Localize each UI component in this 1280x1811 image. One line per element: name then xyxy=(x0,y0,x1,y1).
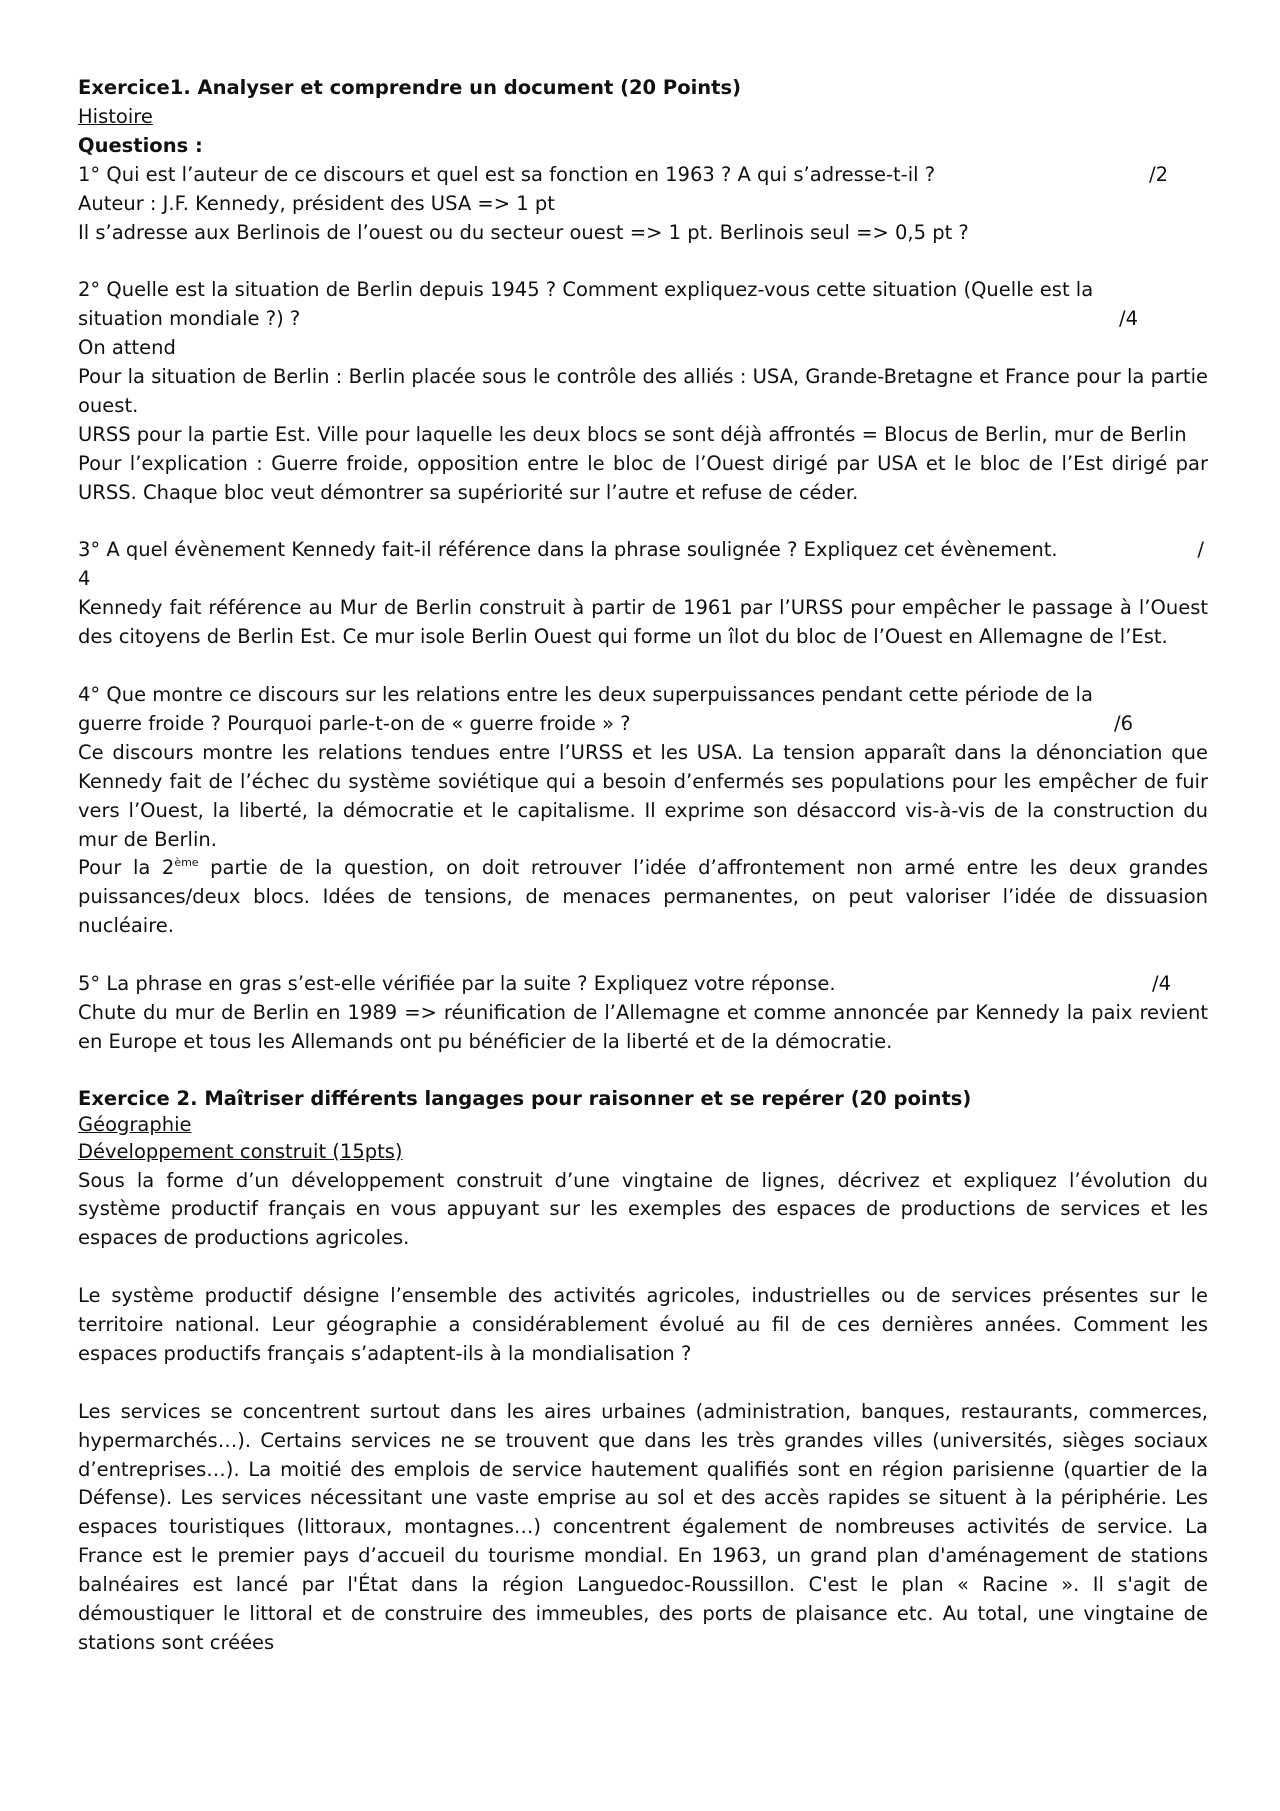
question-2-text-end: situation mondiale ?) ? xyxy=(78,307,301,331)
question-1-text: 1° Qui est l’auteur de ce discours et quel est sa fonction en 1963 ? A qui s’adresse-t-il ? xyxy=(78,162,936,186)
question-5-line xyxy=(78,970,1208,999)
exercise-1-title: Exercice1. Analyser et comprendre un document (20 Points) xyxy=(78,76,741,99)
answer-4-superscript: ème xyxy=(174,856,199,870)
exercise-2-paragraph-1: Le système productif désigne l’ensemble des activités agricoles, industrielles ou de services présentes sur le territoire national. Leur géographie a considérablement évolué au fil de ces dernières années. Comment les espaces productifs français s’adaptent-ils à la mondialisation ? xyxy=(78,1284,1208,1365)
spacer xyxy=(78,508,1208,537)
answer-4-para-1: Ce discours montre les relations tendues entre l’URSS et les USA. La tension apparaît dans la dénonciation que Kennedy fait de l’échec du système soviétique qui a besoin d’enfermés ses populations pour les empêcher de fuir vers l’Ouest, la liberté, la démocratie et le capitalisme. Il exprime son désaccord vis-à-vis de la construction du mur de Berlin. xyxy=(78,740,1208,851)
spacer xyxy=(78,652,1208,681)
exercise-2-paragraph-2: Les services se concentrent surtout dans les aires urbaines (administration, banques, restaurants, commerces, hypermarchés…). Certains services ne se trouvent que dans les très grandes villes (universités, sièges sociaux d’entreprises…). La moitié des emplois de service hautement qualifiés sont en région parisienne (quartier de la Défense). Les services nécessitant une vaste emprise au sol et des accès rapides se situent à la périphérie. Les espaces touristiques (littoraux, montagnes…) concentrent également de nombreuses activités de service. La France est le premier pays d’accueil du tourisme mondial. En 1963, un grand plan d'aménagement de stations balnéaires est lancé par l'État dans la région Languedoc-Roussillon. C'est le plan « Racine ». Il s'agit de démoustiquer le littoral et de construire des immeubles, des ports de plaisance etc. Au total, une vingtaine de stations sont créées xyxy=(78,1399,1208,1655)
answer-3-para: Kennedy fait référence au Mur de Berlin construit à partir de 1961 par l’URSS pour empêcher le passage à l’Ouest des citoyens de Berlin Est. Ce mur isole Berlin Ouest qui forme un îlot du bloc de l’Ouest en Allemagne de l’Est. xyxy=(78,596,1208,649)
question-3-points-value: 4 xyxy=(78,567,91,591)
question-4-line-2 xyxy=(78,710,1208,739)
answer-5-para: Chute du mur de Berlin en 1989 => réunification de l’Allemagne et comme annoncée par Kennedy la paix revient en Europe et tous les Allemands ont pu bénéficier de la liberté et de la démocratie. xyxy=(78,1000,1208,1053)
answer-1-line-1: Auteur : J.F. Kennedy, président des USA => 1 pt xyxy=(78,191,555,215)
question-5-text: 5° La phrase en gras s’est-elle vérifiée par la suite ? Expliquez votre réponse. xyxy=(78,972,836,996)
question-1-line xyxy=(78,161,1208,190)
question-3-text: 3° A quel évènement Kennedy fait-il référence dans la phrase soulignée ? Expliquez cet évènement. xyxy=(78,538,1058,562)
answer-4-rest: partie de la question, on doit retrouver l’idée d’affrontement non armé entre les deux grandes puissances/deux blocs. Idées de tensions, de menaces permanentes, on peut valoriser l’idée de dissuasion nucléaire. xyxy=(78,856,1209,938)
spacer xyxy=(78,941,1208,970)
answer-2-para-3: Pour l’explication : Guerre froide, opposition entre le bloc de l’Ouest dirigé par USA et le bloc de l’Est dirigé par URSS. Chaque bloc veut démontrer sa supériorité sur l’autre et refuse de céder. xyxy=(78,451,1208,504)
question-3-line xyxy=(78,536,1208,565)
on-attend-label: On attend xyxy=(78,336,176,360)
question-5-points: /4 xyxy=(1152,972,1171,996)
question-4-text-end: guerre froide ? Pourquoi parle-t-on de « guerre froide » ? xyxy=(78,711,631,735)
answer-2-para-1: Pour la situation de Berlin : Berlin placée sous le contrôle des alliés : USA, Grande-Bretagne et France pour la partie ouest. xyxy=(78,365,1208,417)
spacer xyxy=(78,1369,1208,1398)
question-1-points: /2 xyxy=(1149,162,1168,186)
answer-2-para-2: URSS pour la partie Est. Ville pour laquelle les deux blocs se sont déjà affrontés = Blocus de Berlin, mur de Berlin xyxy=(78,422,1187,446)
exercise-2-title: Exercice 2. Maîtriser différents langages pour raisonner et se repérer (20 points) xyxy=(78,1086,972,1110)
exercise-1-subject: Histoire xyxy=(78,104,153,128)
answer-4-prefix: Pour la 2 xyxy=(78,856,175,880)
questions-label: Questions : xyxy=(78,133,203,157)
spacer xyxy=(78,1057,1208,1086)
question-2-line-2 xyxy=(78,305,1208,334)
answer-1-line-2: Il s’adresse aux Berlinois de l’ouest ou du secteur ouest => 1 pt. Berlinois seul => 0,5 pt ? xyxy=(78,220,969,244)
exercise-2-intro: Sous la forme d’un développement construit d’une vingtaine de lignes, décrivez et expliquez l’évolution du système productif français en vous appuyant sur les exemples des espaces de productions de services et les espaces de productions agricoles. xyxy=(78,1168,1208,1250)
question-3-points-slash: / xyxy=(1197,538,1204,562)
exercise-2-subject: Géographie xyxy=(78,1112,192,1136)
question-4-line-1: 4° Que montre ce discours sur les relations entre les deux superpuissances pendant cette période de la xyxy=(78,682,1093,706)
question-2-points: /4 xyxy=(1119,307,1138,331)
spacer xyxy=(78,1253,1208,1282)
question-2-line-1: 2° Quelle est la situation de Berlin depuis 1945 ? Comment expliquez-vous cette situation (Quelle est la xyxy=(78,278,1094,302)
exercise-2-subtitle: Développement construit (15pts) xyxy=(78,1139,403,1163)
spacer xyxy=(78,247,1208,276)
question-4-points: /6 xyxy=(1114,711,1133,735)
answer-4-para-2 xyxy=(78,854,1208,941)
